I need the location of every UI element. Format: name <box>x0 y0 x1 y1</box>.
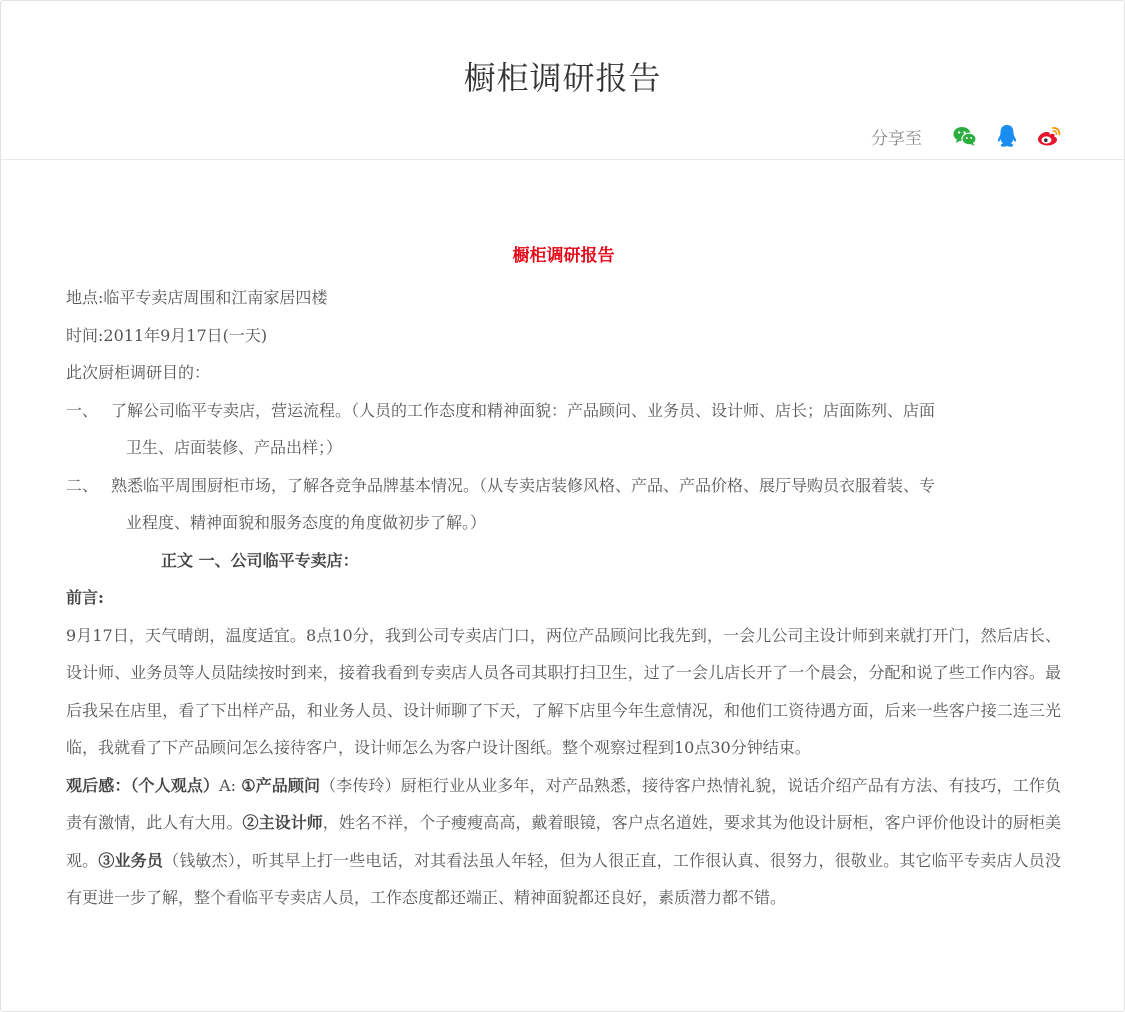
share-bar <box>871 121 1062 151</box>
purpose-item-1-cont: 卫生、店面装修、产品出样；） <box>126 438 343 457</box>
review-role-3: ③业务员 <box>98 850 164 870</box>
item-number: 一、 <box>66 400 99 420</box>
review-paragraph <box>66 767 1061 917</box>
review-text-2: ，姓名不祥，个子瘦瘦高高，戴着眼镜，客户点名道姓，要求其为他设计厨柜，客户评价他设计的厨柜美观。 <box>66 813 1061 870</box>
item-number: 二、 <box>66 475 99 495</box>
purpose-label: 此次厨柜调研目的： <box>66 363 211 382</box>
purpose-item-1 <box>66 392 1061 430</box>
purpose-item-2-cont: 业程度、精神面貌和服务态度的角度做初步了解。） <box>126 513 487 532</box>
section-heading-text: 正文 一、公司临平专卖店： <box>161 550 359 570</box>
preface-paragraph: 9月17日，天气晴朗，温度适宜。8点10分，我到公司专卖店门口，两位产品顾问比我先到，一会儿公司主设计师到来就打开门，然后店长、设计师、业务员等人员陆续按时到来，接着我看到专卖店人员各司其职打扫卫生，过了一会儿店长开了一个晨会，分配和说了些工作内容。最后我呆在店里，看了下出样产品，和业务人员、设计师聊了下天，了解下店里今年生意情况，和他们工资待遇方面，后来一些客户接二连三光临，我就看了下产品顾问怎么接待客户，设计师怎么为客户设计图纸。整个观察过程到10点30分钟结束。 <box>66 625 1061 757</box>
preface-label-text: 前言: <box>66 588 104 607</box>
article-header <box>1 1 1124 160</box>
review-a: A: <box>219 775 242 795</box>
page-title: 橱柜调研报告 <box>463 59 662 97</box>
wechat-icon[interactable] <box>952 123 978 149</box>
share-label: 分享至 <box>871 128 922 149</box>
review-text-3: （钱敏杰），听其早上打一些电话，对其看法虽人年轻，但为人很正直，工作很认真、很努力，很敬业。其它临平专卖店人员没有更进一步了解，整个看临平专卖店人员，工作态度都还端正、精神面貌都还良好，素质潜力都不错。 <box>66 850 1061 907</box>
doc-heading: 橱柜调研报告 <box>512 246 615 266</box>
location-line: 地点:临平专卖店周围和江南家居四楼 <box>66 288 328 307</box>
preface-label <box>66 579 1061 617</box>
review-opinion: （个人观点） <box>130 775 220 795</box>
purpose-item-2 <box>66 467 1061 505</box>
weibo-icon[interactable] <box>1036 123 1062 149</box>
review-role-1: ①产品顾问 <box>241 775 321 795</box>
review-text-1: （李传玲）厨柜行业从业多年，对产品熟悉，接待客户热情礼貌，说话介绍产品有方法、有技巧，工作负责有激情，此人有大用。 <box>66 775 1061 832</box>
time-line: 时间:2011年9月17日(一天) <box>66 325 268 345</box>
section-heading <box>66 542 1061 580</box>
review-label: 观后感： <box>66 775 131 795</box>
item-text: 熟悉临平周围厨柜市场，了解各竞争品牌基本情况。（从专卖店装修风格、产品、产品价格、展厅导购员衣服着装、专 <box>111 475 936 495</box>
article-body <box>66 233 1061 917</box>
review-role-2: ②主设计师 <box>242 813 323 832</box>
qq-icon[interactable] <box>994 123 1020 149</box>
item-text: 了解公司临平专卖店，营运流程。（人员的工作态度和精神面貌：产品顾问、业务员、设计师、店长；店面陈列、店面 <box>111 400 936 420</box>
